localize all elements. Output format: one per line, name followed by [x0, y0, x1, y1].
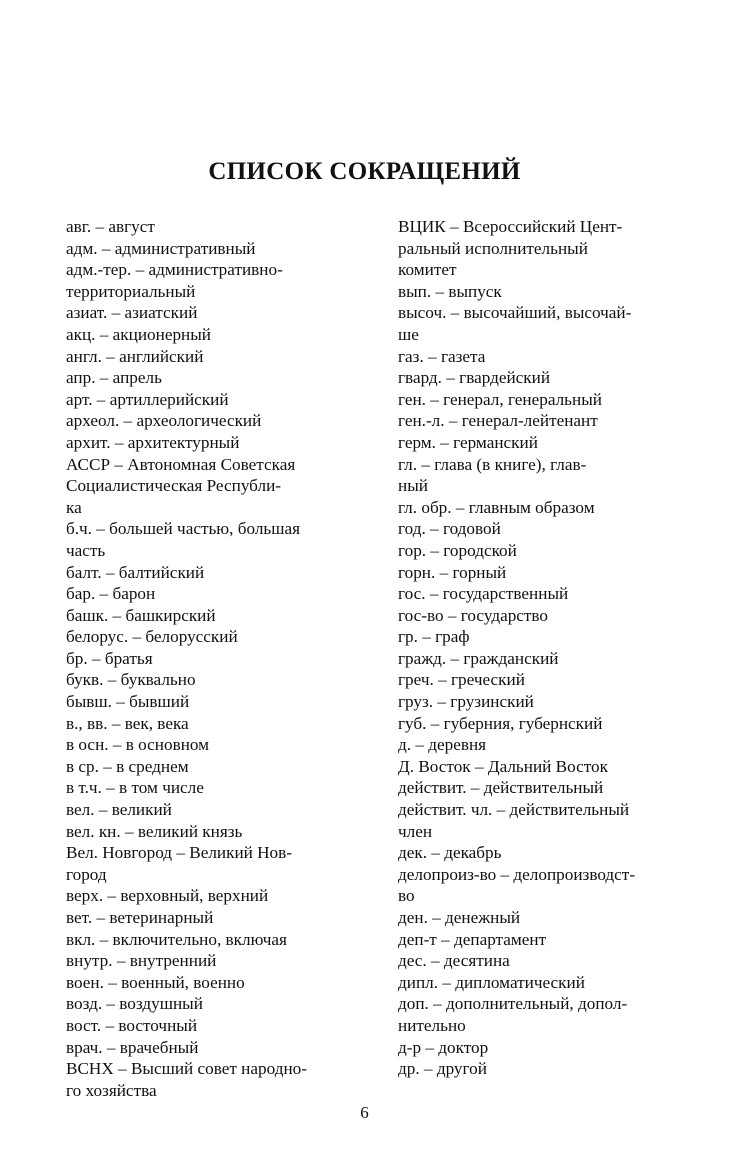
- abbreviation-entry-line: ральный исполнительный: [398, 238, 588, 258]
- abbreviation-entry-line: возд. – воздушный: [66, 994, 203, 1014]
- abbreviation-entry: [66, 410, 366, 432]
- abbreviation-entry: [398, 929, 698, 951]
- abbreviation-entry-line: ден. – денежный: [398, 908, 521, 927]
- abbreviations-right-column: [398, 216, 698, 1080]
- abbreviation-entry: [66, 993, 366, 1015]
- abbreviation-entry: [66, 367, 366, 389]
- abbreviation-entry: [66, 562, 366, 584]
- abbreviation-entry: [398, 993, 698, 1036]
- abbreviation-entry: [398, 799, 698, 842]
- abbreviation-entry-line: герм. – германский: [398, 432, 538, 452]
- abbreviation-entry: [66, 972, 366, 994]
- abbreviation-entry-line: акц. – акционерный: [66, 324, 211, 344]
- abbreviation-entry: [398, 518, 698, 540]
- abbreviation-entry-line: в т.ч. – в том числе: [66, 778, 204, 798]
- abbreviation-entry-line: вел. кн. – великий князь: [66, 821, 243, 841]
- abbreviation-entry-line: часть: [66, 540, 106, 560]
- abbreviation-entry-line: вост. – восточный: [66, 1015, 198, 1035]
- abbreviation-entry: [66, 1015, 366, 1037]
- abbreviation-entry: [66, 259, 366, 302]
- abbreviation-entry: [398, 648, 698, 670]
- abbreviation-entry-line: бар. – барон: [66, 584, 156, 604]
- abbreviation-entry-line: д-р – доктор: [398, 1037, 489, 1057]
- abbreviation-entry: [66, 583, 366, 605]
- abbreviation-entry-line: ше: [398, 324, 419, 344]
- abbreviation-entry-line: Вел. Новгород – Великий Нов-: [66, 843, 292, 863]
- abbreviation-entry: [398, 777, 698, 799]
- abbreviation-entry: [66, 885, 366, 907]
- abbreviation-entry: [66, 777, 366, 799]
- abbreviation-entry-line: нительно: [398, 1015, 466, 1035]
- abbreviation-entry-line: во: [398, 886, 415, 906]
- abbreviation-entry-line: АССР – Автономная Советская: [66, 454, 296, 474]
- page-title: СПИСОК СОКРАЩЕНИЙ: [208, 158, 521, 185]
- abbreviation-entry: [398, 432, 698, 454]
- abbreviation-entry-line: воен. – военный, военно: [66, 972, 245, 992]
- abbreviation-entry: [398, 497, 698, 519]
- abbreviation-entry-line: Социалистическая Республи-: [66, 476, 281, 496]
- abbreviation-entry: [66, 605, 366, 627]
- abbreviation-entry: [398, 842, 698, 864]
- abbreviation-entry-line: д. – деревня: [398, 735, 487, 755]
- abbreviation-entry: [66, 669, 366, 691]
- abbreviation-entry: [66, 626, 366, 648]
- abbreviation-entry-line: в., вв. – век, века: [66, 713, 189, 733]
- abbreviation-entry-line: груз. – грузинский: [398, 692, 534, 712]
- abbreviation-entry-line: действит. – действительный: [398, 778, 604, 798]
- abbreviation-entry: [398, 713, 698, 735]
- abbreviation-entry: [66, 756, 366, 778]
- abbreviation-entry-line: вел. – великий: [66, 800, 172, 820]
- abbreviation-entry: [66, 734, 366, 756]
- abbreviation-entry-line: верх. – верховный, верхний: [66, 886, 269, 906]
- abbreviation-entry-line: адм. – административный: [66, 238, 256, 258]
- abbreviation-entry-line: ВЦИК – Всероссийский Цент-: [398, 217, 623, 236]
- abbreviation-entry-line: город: [66, 864, 107, 884]
- abbreviation-entry: [398, 907, 698, 929]
- abbreviation-entry: [398, 281, 698, 303]
- abbreviation-entry: [398, 346, 698, 368]
- abbreviation-entry-line: год. – годовой: [398, 519, 501, 539]
- abbreviation-entry: [66, 713, 366, 735]
- abbreviation-entry: [66, 238, 366, 260]
- abbreviation-entry-line: дипл. – дипломатический: [398, 972, 585, 992]
- abbreviation-entry-line: гл. обр. – главным образом: [398, 497, 595, 517]
- abbreviation-entry: [398, 540, 698, 562]
- abbreviation-entry: [398, 864, 698, 907]
- abbreviation-entry-line: авг. – август: [66, 217, 155, 236]
- abbreviations-left-column: [66, 216, 366, 1101]
- abbreviation-entry: [398, 950, 698, 972]
- abbreviation-entry-line: горн. – горный: [398, 562, 507, 582]
- abbreviation-entry: [66, 389, 366, 411]
- abbreviation-entry-line: археол. – археологический: [66, 411, 262, 431]
- abbreviation-entry-line: действит. чл. – действительный: [398, 800, 630, 820]
- abbreviation-entry-line: Д. Восток – Дальний Восток: [398, 756, 609, 776]
- abbreviation-entry-line: деп-т – департамент: [398, 929, 547, 949]
- abbreviation-entry: [66, 821, 366, 843]
- abbreviation-entry-line: адм.-тер. – административно-: [66, 260, 283, 280]
- abbreviation-entry-line: гражд. – гражданский: [398, 648, 559, 668]
- abbreviation-entry-line: англ. – английский: [66, 346, 204, 366]
- abbreviation-entry: [398, 605, 698, 627]
- abbreviation-entry-line: гор. – городской: [398, 540, 517, 560]
- abbreviation-entry: [66, 432, 366, 454]
- abbreviation-entry-line: букв. – буквально: [66, 670, 196, 690]
- abbreviation-entry-line: газ. – газета: [398, 346, 486, 366]
- abbreviation-entry-line: азиат. – азиатский: [66, 303, 198, 323]
- abbreviation-entry: [66, 346, 366, 368]
- abbreviation-entry: [398, 972, 698, 994]
- abbreviation-entry: [398, 454, 698, 497]
- abbreviation-entry-line: вет. – ветеринарный: [66, 908, 214, 927]
- abbreviation-entry: [398, 302, 698, 345]
- abbreviation-entry-line: белорус. – белорусский: [66, 627, 238, 647]
- abbreviation-entry-line: ген.-л. – генерал-лейтенант: [398, 411, 598, 431]
- abbreviation-entry-line: башк. – башкирский: [66, 605, 216, 625]
- abbreviation-entry-line: член: [398, 821, 433, 841]
- abbreviation-entry-line: врач. – врачебный: [66, 1037, 199, 1057]
- abbreviation-entry-line: бр. – братья: [66, 648, 153, 668]
- abbreviation-entry: [398, 734, 698, 756]
- abbreviation-entry: [66, 518, 366, 561]
- abbreviation-entry: [66, 950, 366, 972]
- abbreviation-entry-line: др. – другой: [398, 1059, 487, 1079]
- abbreviation-entry-line: делопроиз-во – делопроизводст-: [398, 864, 636, 884]
- abbreviation-entry: [66, 1037, 366, 1059]
- abbreviation-entry: [398, 669, 698, 691]
- abbreviation-entry-line: высоч. – высочайший, высочай-: [398, 303, 632, 323]
- abbreviation-entry: [66, 454, 366, 519]
- abbreviation-entry: [66, 929, 366, 951]
- abbreviation-entry-line: гр. – граф: [398, 627, 470, 647]
- abbreviation-entry-line: гос. – государственный: [398, 584, 569, 604]
- abbreviation-entry: [398, 691, 698, 713]
- abbreviation-entry-line: дес. – десятина: [398, 951, 510, 971]
- abbreviation-entry: [66, 648, 366, 670]
- abbreviation-entry: [398, 367, 698, 389]
- abbreviation-entry-line: в ср. – в среднем: [66, 756, 189, 776]
- abbreviation-entry-line: арт. – артиллерийский: [66, 389, 229, 409]
- abbreviation-entry-line: ВСНХ – Высший совет народно-: [66, 1059, 307, 1079]
- abbreviation-entry: [66, 691, 366, 713]
- abbreviation-entry-line: гос-во – государство: [398, 605, 549, 625]
- abbreviation-entry: [66, 1058, 366, 1101]
- abbreviation-entry-line: ный: [398, 476, 428, 496]
- abbreviation-entry: [398, 562, 698, 584]
- abbreviation-entry-line: апр. – апрель: [66, 368, 162, 388]
- abbreviation-entry: [398, 389, 698, 411]
- abbreviation-entry-line: губ. – губерния, губернский: [398, 713, 603, 733]
- abbreviation-entry-line: архит. – архитектурный: [66, 432, 240, 452]
- abbreviation-entry: [398, 583, 698, 605]
- abbreviation-entry: [398, 410, 698, 432]
- abbreviation-entry: [66, 216, 366, 238]
- abbreviation-entry: [66, 324, 366, 346]
- abbreviation-entry: [66, 799, 366, 821]
- abbreviation-entry: [398, 626, 698, 648]
- abbreviation-entry-line: в осн. – в основном: [66, 735, 210, 755]
- abbreviation-entry-line: вып. – выпуск: [398, 281, 502, 301]
- abbreviation-entry: [398, 1037, 698, 1059]
- abbreviation-entry-line: доп. – дополнительный, допол-: [398, 994, 628, 1014]
- page-number: 6: [360, 1103, 369, 1122]
- abbreviation-entry-line: ген. – генерал, генеральный: [398, 389, 602, 409]
- abbreviation-entry-line: го хозяйства: [66, 1080, 157, 1100]
- abbreviation-entry-line: вкл. – включительно, включая: [66, 929, 287, 949]
- abbreviation-entry-line: дек. – декабрь: [398, 843, 502, 863]
- abbreviation-entry: [398, 216, 698, 281]
- abbreviation-entry: [66, 842, 366, 885]
- abbreviation-entry: [398, 756, 698, 778]
- abbreviation-entry-line: комитет: [398, 260, 457, 280]
- abbreviation-entry: [398, 1058, 698, 1080]
- abbreviation-entry-line: внутр. – внутренний: [66, 951, 217, 971]
- abbreviation-entry: [66, 907, 366, 929]
- abbreviation-entry-line: балт. – балтийский: [66, 562, 205, 582]
- abbreviation-entry-line: территориальный: [66, 281, 196, 301]
- abbreviation-entry: [66, 302, 366, 324]
- abbreviation-entry-line: ка: [66, 497, 82, 517]
- abbreviation-entry-line: б.ч. – большей частью, большая: [66, 519, 301, 539]
- abbreviation-entry-line: греч. – греческий: [398, 670, 525, 690]
- abbreviation-entry-line: гвард. – гвардейский: [398, 368, 551, 388]
- abbreviation-entry-line: гл. – глава (в книге), глав-: [398, 454, 587, 474]
- abbreviation-entry-line: бывш. – бывший: [66, 692, 190, 712]
